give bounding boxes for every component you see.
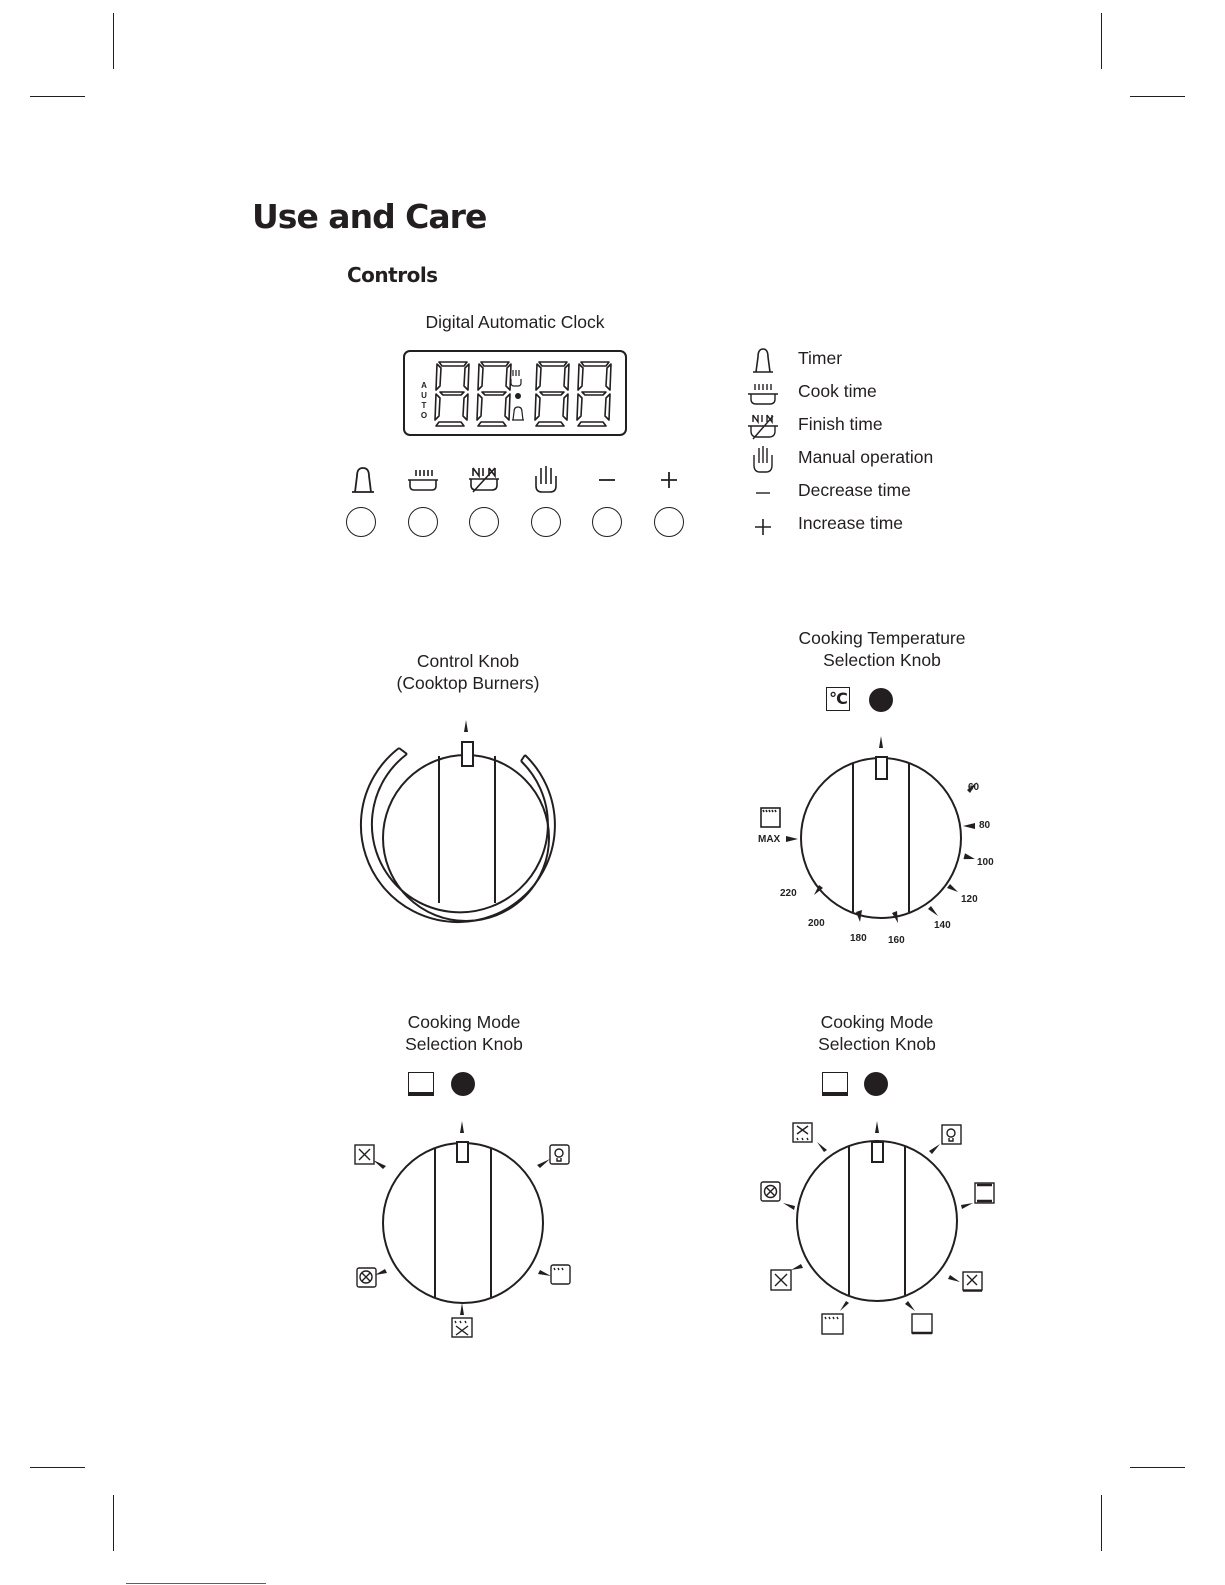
plus-icon bbox=[745, 511, 781, 541]
crop-mark bbox=[1101, 1495, 1102, 1551]
legend-label: Increase time bbox=[798, 513, 904, 533]
fan-grill-icon bbox=[771, 1270, 791, 1290]
temp-label-100: 100 bbox=[977, 857, 994, 868]
temperature-scale-marks bbox=[786, 782, 977, 923]
fan-icon bbox=[761, 1182, 780, 1201]
oven-mode-icon bbox=[408, 1072, 434, 1096]
svg-text:A: A bbox=[421, 381, 427, 390]
clock-caption: Digital Automatic Clock bbox=[425, 312, 605, 332]
temp-label-80: 80 bbox=[979, 820, 991, 831]
crop-mark bbox=[113, 1495, 114, 1551]
celsius-icon: °C bbox=[826, 687, 850, 711]
temp-label-140: 140 bbox=[934, 920, 951, 931]
indicator-mark bbox=[460, 1121, 464, 1133]
svg-text:T: T bbox=[421, 401, 427, 410]
pot-crossed-icon bbox=[745, 412, 781, 442]
bell-icon bbox=[343, 464, 381, 496]
temp-label-60: 60 bbox=[968, 782, 980, 793]
minus-icon bbox=[745, 478, 781, 508]
bottom-heat-icon bbox=[912, 1314, 932, 1333]
legend-label: Decrease time bbox=[798, 480, 911, 500]
page-title: Use and Care bbox=[252, 197, 487, 236]
fan-icon bbox=[357, 1268, 376, 1287]
defrost-icon bbox=[793, 1123, 812, 1142]
pot-steam-icon bbox=[404, 464, 442, 496]
clock-display bbox=[403, 350, 627, 436]
cooktop-control-knob[interactable] bbox=[355, 715, 575, 930]
digit bbox=[435, 362, 469, 426]
hand-icon bbox=[526, 464, 564, 496]
bottom-heat-icon bbox=[761, 808, 780, 827]
crop-mark bbox=[1101, 13, 1102, 69]
mode-knob-right-caption: Cooking Mode Selection Knob bbox=[818, 1012, 936, 1054]
pot-crossed-icon bbox=[465, 464, 503, 496]
bottom-heat-icon bbox=[551, 1265, 570, 1284]
temp-label-200: 200 bbox=[808, 918, 825, 929]
crop-mark bbox=[30, 96, 85, 97]
temp-label-max: MAX bbox=[758, 834, 781, 845]
digit bbox=[477, 362, 511, 426]
digit bbox=[577, 362, 611, 426]
auto-label bbox=[421, 381, 427, 420]
timer-button[interactable] bbox=[346, 507, 376, 537]
light-icon bbox=[942, 1125, 961, 1144]
control-knob-caption: Control Knob (Cooktop Burners) bbox=[396, 651, 540, 693]
plus-icon bbox=[650, 464, 688, 496]
indicator-mark bbox=[875, 1121, 879, 1133]
legend-label: Cook time bbox=[798, 381, 877, 401]
mode-indicator-light bbox=[864, 1072, 888, 1096]
legend-label: Finish time bbox=[798, 414, 883, 434]
decrease-time-button[interactable] bbox=[592, 507, 622, 537]
top-heat-icon bbox=[822, 1314, 843, 1334]
hand-icon bbox=[745, 445, 781, 475]
legend-label: Manual operation bbox=[798, 447, 934, 467]
colon-dot bbox=[515, 393, 521, 399]
digit bbox=[535, 362, 569, 426]
bell-icon bbox=[745, 346, 781, 376]
crop-mark bbox=[30, 1467, 85, 1468]
manual-operation-button[interactable] bbox=[531, 507, 561, 537]
mode-indicator-light bbox=[451, 1072, 475, 1096]
fan-bottom-icon bbox=[963, 1272, 982, 1291]
svg-text:U: U bbox=[421, 391, 427, 400]
increase-time-button[interactable] bbox=[654, 507, 684, 537]
temperature-knob-caption: Cooking Temperature Selection Knob bbox=[798, 628, 966, 670]
minus-icon bbox=[588, 464, 626, 496]
crop-mark bbox=[1130, 1467, 1185, 1468]
section-title: Controls bbox=[347, 263, 438, 287]
svg-text:O: O bbox=[420, 411, 428, 420]
finish-time-button[interactable] bbox=[469, 507, 499, 537]
temp-label-180: 180 bbox=[850, 933, 867, 944]
steam-indicator-icon bbox=[511, 370, 521, 386]
temp-label-120: 120 bbox=[961, 894, 978, 905]
mode-knob-left-caption: Cooking Mode Selection Knob bbox=[405, 1012, 523, 1054]
footer-link-underline bbox=[126, 1583, 266, 1584]
light-icon bbox=[550, 1145, 569, 1164]
legend-label: Timer bbox=[798, 348, 843, 368]
crop-mark bbox=[1130, 96, 1185, 97]
temp-label-160: 160 bbox=[888, 935, 905, 946]
cook-time-button[interactable] bbox=[408, 507, 438, 537]
fan-grill-icon bbox=[355, 1145, 374, 1164]
pot-steam-icon bbox=[745, 379, 781, 409]
indicator-mark bbox=[879, 736, 883, 748]
indicator-mark bbox=[464, 720, 468, 732]
grill-fan-icon bbox=[452, 1318, 472, 1337]
temp-label-220: 220 bbox=[780, 888, 797, 899]
oven-mode-icon bbox=[822, 1072, 848, 1096]
mode-selection-knob-right[interactable] bbox=[755, 1115, 1005, 1345]
temperature-indicator-light bbox=[869, 688, 893, 712]
mode-selection-knob-left[interactable] bbox=[345, 1115, 585, 1345]
crop-mark bbox=[113, 13, 114, 69]
top-bottom-heat-icon bbox=[975, 1183, 994, 1203]
temperature-selection-knob[interactable] bbox=[740, 730, 1010, 955]
bell-indicator-icon bbox=[512, 407, 524, 420]
